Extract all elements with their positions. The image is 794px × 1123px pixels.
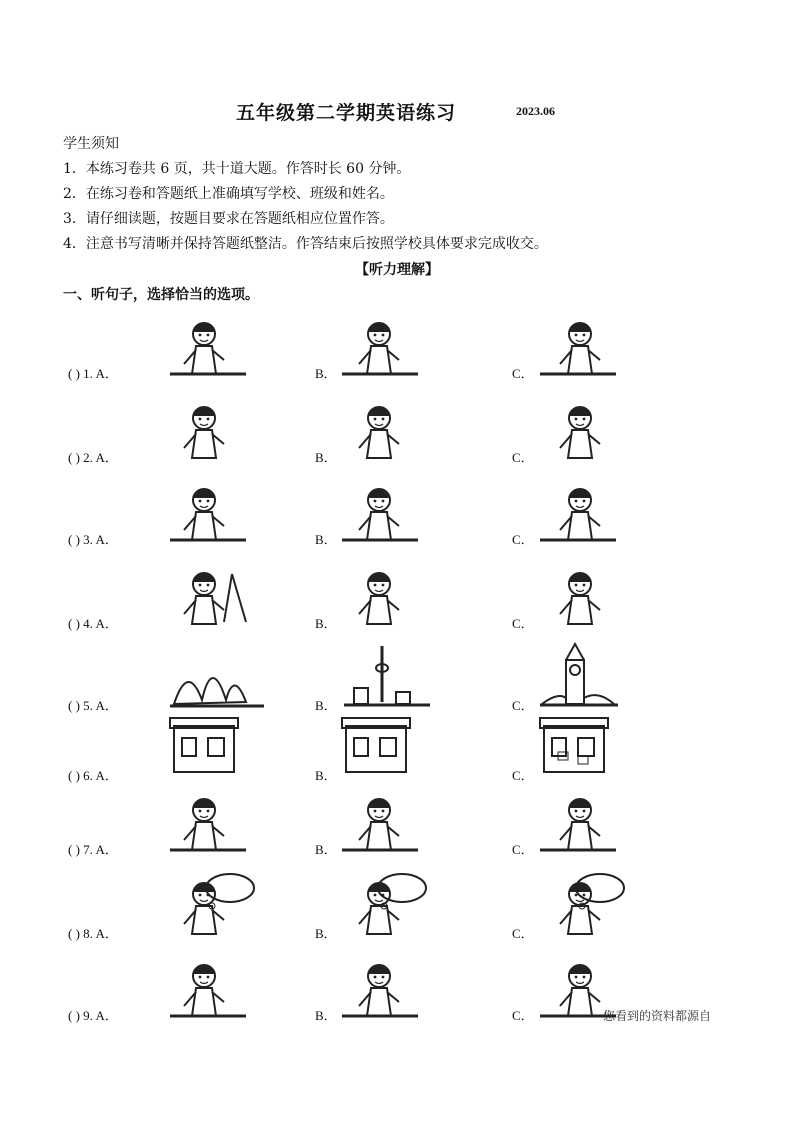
eating-girl-icon — [340, 560, 436, 632]
notice-heading: 学生须知 — [63, 136, 119, 152]
eating-noodles-girl-icon — [538, 560, 634, 632]
option-label: C． — [512, 450, 534, 465]
question-row — [0, 390, 794, 470]
notice-item: 2．在练习卷和答题纸上准确填写学校、班级和姓名。 — [63, 186, 394, 202]
headache-boy-icon — [340, 394, 436, 466]
notice-item: 1．本练习卷共 6 页，共十道大题。作答时长 60 分钟。 — [63, 161, 411, 177]
stomachache-boy-icon — [168, 394, 264, 466]
question-number: ( ) 9. A． — [68, 1008, 118, 1023]
option-label: B． — [315, 616, 337, 631]
washing-clothes-icon — [340, 476, 436, 548]
writing-boy-icon — [168, 786, 264, 858]
badminton-player-icon — [538, 310, 634, 382]
page-title: 五年级第二学期英语练习 — [236, 102, 457, 124]
classroom-icon — [538, 712, 634, 784]
dreaming-nurse-icon — [340, 870, 436, 942]
question-number: ( ) 1. A． — [68, 366, 118, 381]
option-label: B． — [315, 1008, 337, 1023]
option-label: C． — [512, 616, 534, 631]
cooking-boy-icon — [168, 952, 264, 1024]
question-row — [0, 306, 794, 386]
notice-item: 4．注意书写清晰并保持答题纸整洁。作答结束后按照学校具体要求完成收交。 — [63, 236, 548, 252]
option-label: C． — [512, 768, 534, 783]
dreaming-firefighter-icon — [538, 870, 634, 942]
section-title: 一、听句子，选择恰当的选项。 — [63, 287, 259, 303]
big-ben-icon — [538, 642, 634, 714]
question-row — [0, 556, 794, 636]
question-number: ( ) 6. A． — [68, 768, 118, 783]
exam-date: 2023.06 — [516, 104, 555, 118]
question-number: ( ) 3. A． — [68, 532, 118, 547]
painting-girl-icon — [168, 560, 264, 632]
option-label: B． — [315, 450, 337, 465]
question-row — [0, 866, 794, 946]
table-tennis-players-icon — [168, 310, 264, 382]
option-label: B． — [315, 842, 337, 857]
question-number: ( ) 2. A． — [68, 450, 118, 465]
question-number: ( ) 8. A． — [68, 926, 118, 941]
question-row — [0, 638, 794, 718]
option-label: C． — [512, 1008, 534, 1023]
question-number: ( ) 5. A． — [68, 698, 118, 713]
question-number: ( ) 4. A． — [68, 616, 118, 631]
question-row — [0, 472, 794, 552]
option-label: C． — [512, 532, 534, 547]
sweeping-floor-icon — [168, 476, 264, 548]
notice-item: 3．请仔细读题，按题目要求在答题纸相应位置作答。 — [63, 211, 394, 227]
washing-dishes-boy-icon — [340, 952, 436, 1024]
cn-tower-icon — [340, 642, 436, 714]
baseball-batter-icon — [340, 310, 436, 382]
option-label: C． — [512, 926, 534, 941]
option-label: C． — [512, 698, 534, 713]
hiking-boy-icon — [538, 476, 634, 548]
dreaming-postman-icon — [168, 870, 264, 942]
option-label: B． — [315, 768, 337, 783]
question-number: ( ) 7. A． — [68, 842, 118, 857]
sydney-opera-house-icon — [168, 642, 264, 714]
option-label: B． — [315, 926, 337, 941]
option-label: C． — [512, 366, 534, 381]
option-label: B． — [315, 532, 337, 547]
option-label: B． — [315, 366, 337, 381]
section-tag: 【听力理解】 — [355, 262, 439, 278]
stationery-shop-icon — [168, 712, 264, 784]
option-label: C． — [512, 842, 534, 857]
sleeping-boy-icon — [340, 786, 436, 858]
question-row — [0, 708, 794, 788]
question-row — [0, 782, 794, 862]
option-label: B． — [315, 698, 337, 713]
watermark-text: 您看到的资料都源自 — [603, 1009, 712, 1023]
running-boy-icon — [538, 786, 634, 858]
fruit-stand-icon — [340, 712, 436, 784]
toothache-boy-icon — [538, 394, 634, 466]
